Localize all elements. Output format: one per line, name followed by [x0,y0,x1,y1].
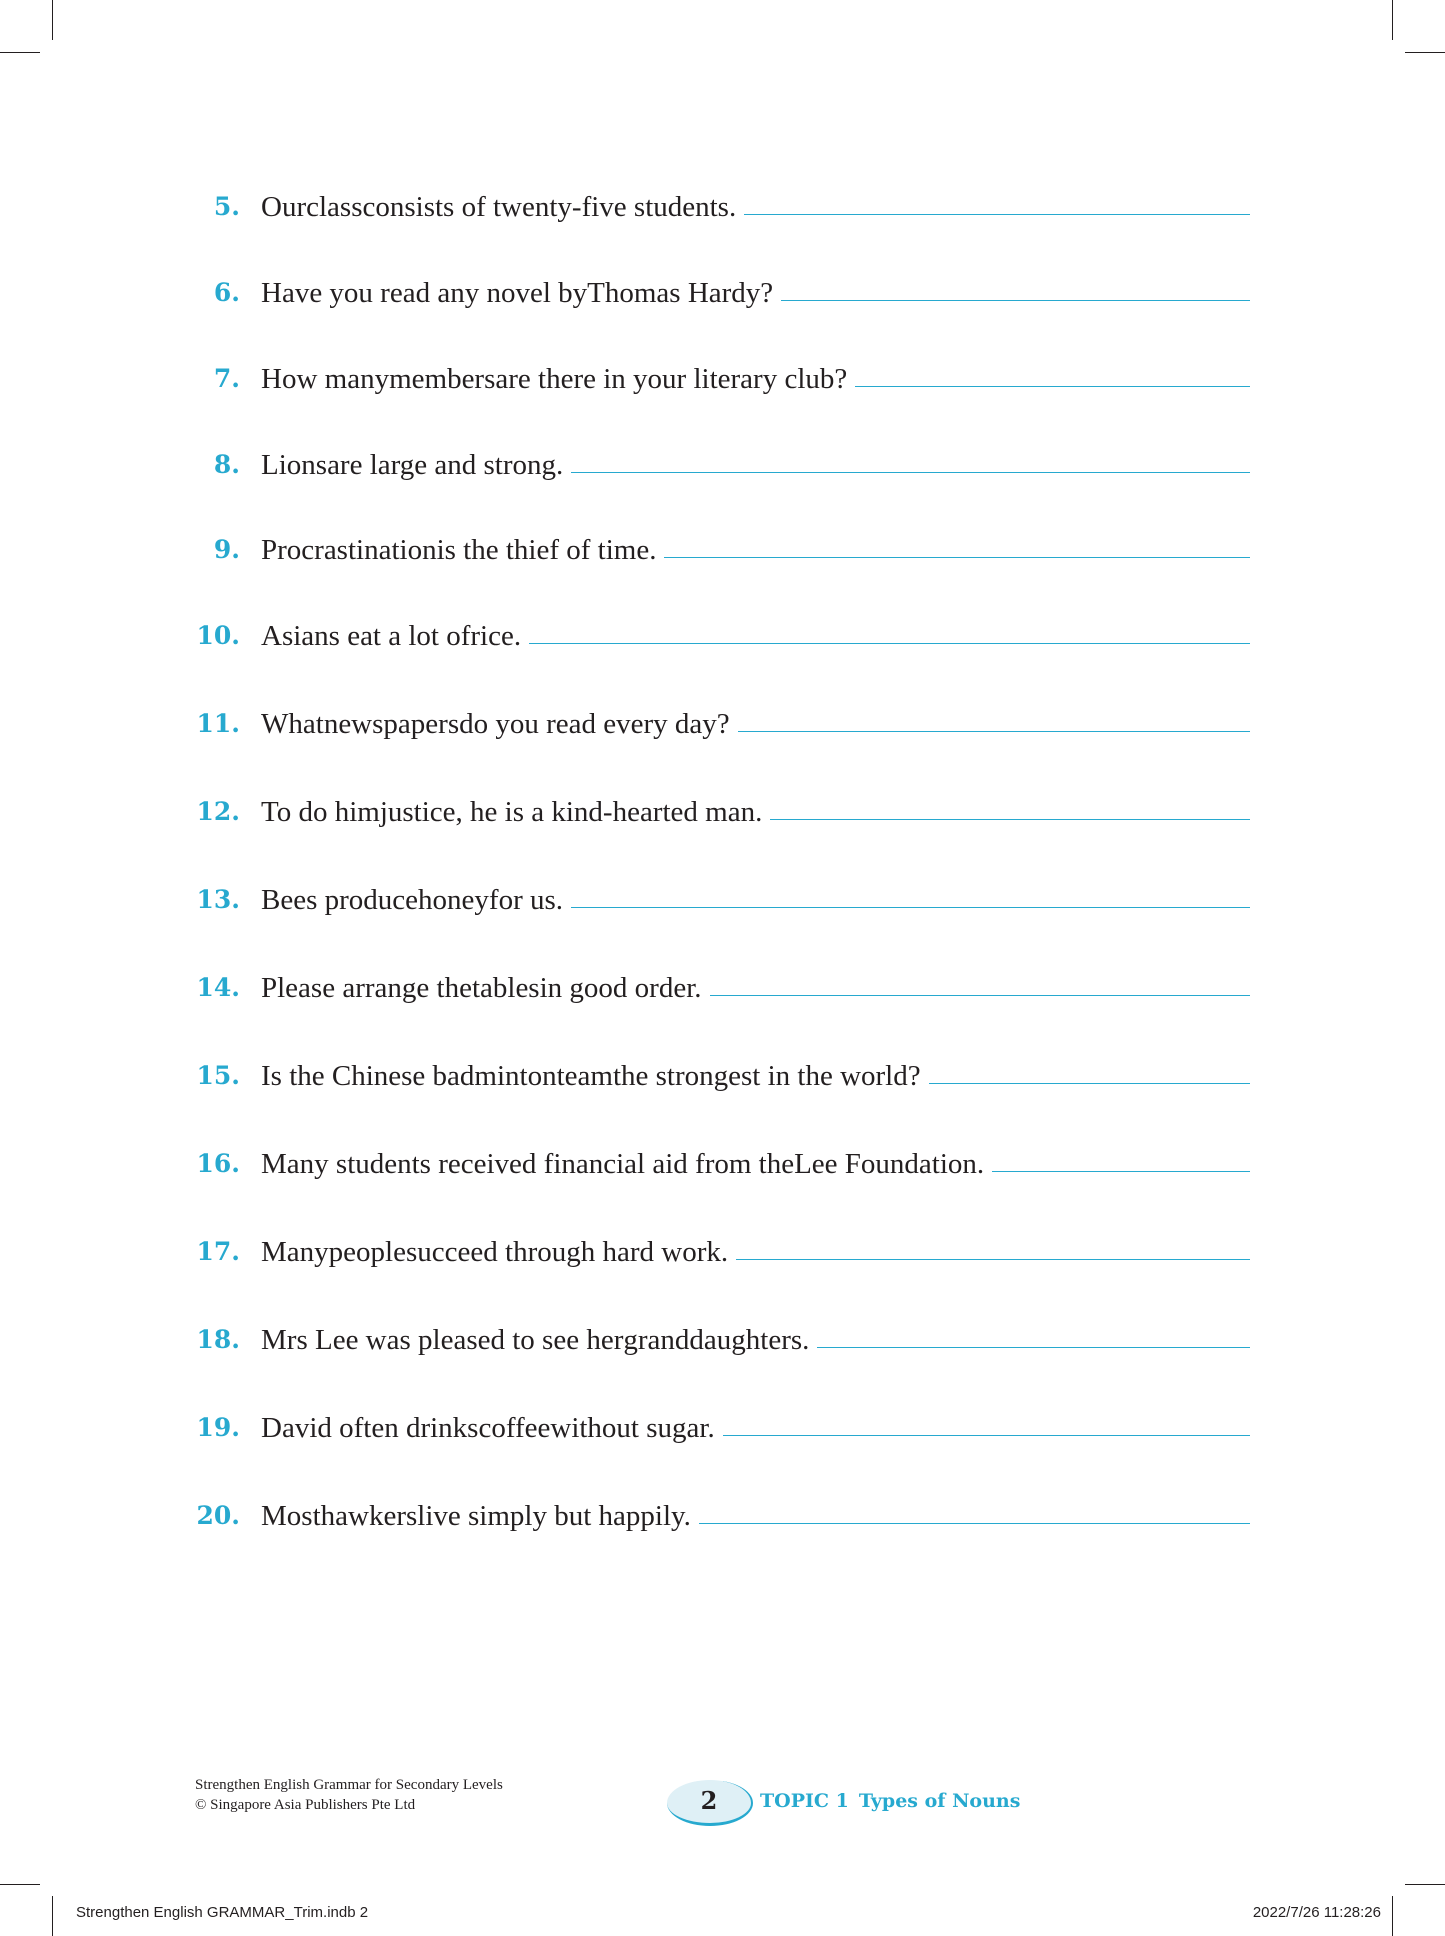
sentence-text-after: are there in your literary club? [495,363,848,395]
question-item [0,532,1445,582]
question-number: 10. [196,621,240,650]
sentence-text-before: Many students received financial aid from the [261,1148,795,1180]
crop-mark-bottom-right-h [1405,1884,1445,1885]
topic-heading [760,1790,1020,1812]
crop-mark-top-left [52,0,53,40]
sentence-text-after: . [976,1148,985,1180]
sentence-text-after: . [802,1324,810,1356]
question-item [0,970,1445,1020]
answer-line[interactable] [855,386,1250,387]
question-sentence [261,275,1250,311]
sentence-text-before: Our [261,191,307,223]
underlined-noun: team [556,1060,613,1092]
question-number: 18. [196,1325,240,1354]
question-number: 7. [213,364,240,393]
answer-line[interactable] [571,907,1250,908]
answer-line[interactable] [817,1347,1250,1348]
sentence-text-before: Is the Chinese badminton [261,1060,557,1092]
page-number-badge: 2 [667,1780,753,1826]
sentence-text-after: consists of twenty-five students. [362,191,737,223]
underlined-noun: members [389,363,496,395]
sentence-text-before: Please arrange the [261,972,472,1004]
question-item [0,882,1445,932]
question-sentence [261,706,1250,742]
underlined-noun: justice [379,796,456,828]
underlined-noun: newspapers [323,708,460,740]
question-item [0,1146,1445,1196]
sentence-text-after: succeed through hard work. [405,1236,729,1268]
underlined-noun: rice [470,620,514,652]
print-slug-file: Strengthen English GRAMMAR_Trim.indb 2 [76,1904,369,1921]
sentence-text-before: Many [261,1236,329,1268]
sentence-text-after: in good order. [539,972,702,1004]
sentence-text-before: Bees produce [261,884,419,916]
question-item [0,361,1445,411]
underlined-noun: people [328,1236,406,1268]
underlined-noun: granddaughters [623,1324,803,1356]
question-sentence [261,1234,1250,1270]
answer-line[interactable] [992,1171,1250,1172]
crop-mark-top-right-h [1405,52,1445,53]
underlined-noun: Procrastination [261,534,437,566]
question-number: 9. [213,535,240,564]
underlined-noun: Lee Foundation [794,1148,977,1180]
question-sentence [261,189,1250,225]
question-item [0,706,1445,756]
answer-line[interactable] [929,1083,1250,1084]
question-item [0,1410,1445,1460]
question-number: 12. [196,797,240,826]
underlined-noun: class [306,191,363,223]
sentence-text-after: without sugar. [550,1412,715,1444]
question-sentence [261,618,1250,654]
crop-mark-top-left-h [0,52,40,53]
sentence-text-after: is the thief of time. [436,534,657,566]
answer-line[interactable] [781,300,1250,301]
crop-mark-bottom-left-h [0,1884,40,1885]
question-item [0,1322,1445,1372]
footer-credits [195,1775,503,1815]
question-sentence [261,1410,1250,1446]
question-number: 16. [196,1149,240,1178]
sentence-text-before: Mrs Lee was pleased to see her [261,1324,624,1356]
sentence-text-after: , he is a kind-hearted man. [455,796,763,828]
underlined-noun: Thomas Hardy [587,277,761,309]
question-item [0,275,1445,325]
sentence-text-before: How many [261,363,390,395]
question-item [0,618,1445,668]
sentence-text-before: Most [261,1500,321,1532]
sentence-text-after: do you read every day? [459,708,730,740]
question-sentence [261,794,1250,830]
answer-line[interactable] [736,1259,1250,1260]
print-slug-datetime: 2022/7/26 11:28:26 [1252,1904,1381,1921]
question-item [0,447,1445,497]
sentence-text-after: ? [760,277,774,309]
underlined-noun: tables [471,972,540,1004]
question-number: 17. [196,1237,240,1266]
question-number: 13. [196,885,240,914]
question-sentence [261,882,1250,918]
answer-line[interactable] [529,643,1250,644]
question-number: 6. [213,278,240,307]
underlined-noun: honey [418,884,489,916]
crop-mark-bottom-left [52,1896,53,1936]
topic-label: TOPIC 1 [760,1790,849,1812]
sentence-text-before: Have you read any novel by [261,277,588,309]
sentence-text-before: To do him [261,796,380,828]
question-number: 20. [196,1501,240,1530]
question-number: 14. [196,973,240,1002]
sentence-text-before: What [261,708,324,740]
question-sentence [261,1498,1250,1534]
sentence-text-before: David often drinks [261,1412,479,1444]
question-number: 11. [196,709,240,738]
sentence-text-after: live simply but happily. [417,1500,691,1532]
copyright-notice: © Singapore Asia Publishers Pte Ltd [195,1797,416,1813]
underlined-noun: Lions [261,449,328,481]
question-number: 5. [213,192,240,221]
question-sentence [261,1058,1250,1094]
answer-line[interactable] [738,731,1250,732]
question-sentence [261,532,1250,568]
answer-line[interactable] [571,472,1250,473]
question-item [0,189,1445,239]
sentence-text-after: are large and strong. [327,449,564,481]
question-number: 15. [196,1061,240,1090]
topic-title: Types of Nouns [858,1790,1021,1812]
book-title: Strengthen English Grammar for Secondary Levels [195,1777,503,1793]
crop-mark-top-right [1392,0,1393,40]
answer-line[interactable] [723,1435,1250,1436]
sentence-text-after: for us. [488,884,564,916]
sentence-text-after: the strongest in the world? [612,1060,921,1092]
question-number: 19. [196,1413,240,1442]
question-sentence [261,447,1250,483]
sentence-text-before: Asians eat a lot of [261,620,471,652]
question-item [0,1058,1445,1108]
underlined-noun: coffee [478,1412,551,1444]
question-sentence [261,361,1250,397]
question-sentence [261,1146,1250,1182]
question-sentence [261,970,1250,1006]
answer-line[interactable] [699,1523,1250,1524]
question-item [0,1498,1445,1548]
answer-line[interactable] [710,995,1250,996]
underlined-noun: hawkers [320,1500,418,1532]
crop-mark-bottom-right [1392,1896,1393,1936]
answer-line[interactable] [770,819,1250,820]
question-item [0,1234,1445,1284]
question-sentence [261,1322,1250,1358]
question-number: 8. [213,450,240,479]
answer-line[interactable] [664,557,1250,558]
sentence-text-after: . [513,620,522,652]
question-item [0,794,1445,844]
answer-line[interactable] [744,214,1250,215]
